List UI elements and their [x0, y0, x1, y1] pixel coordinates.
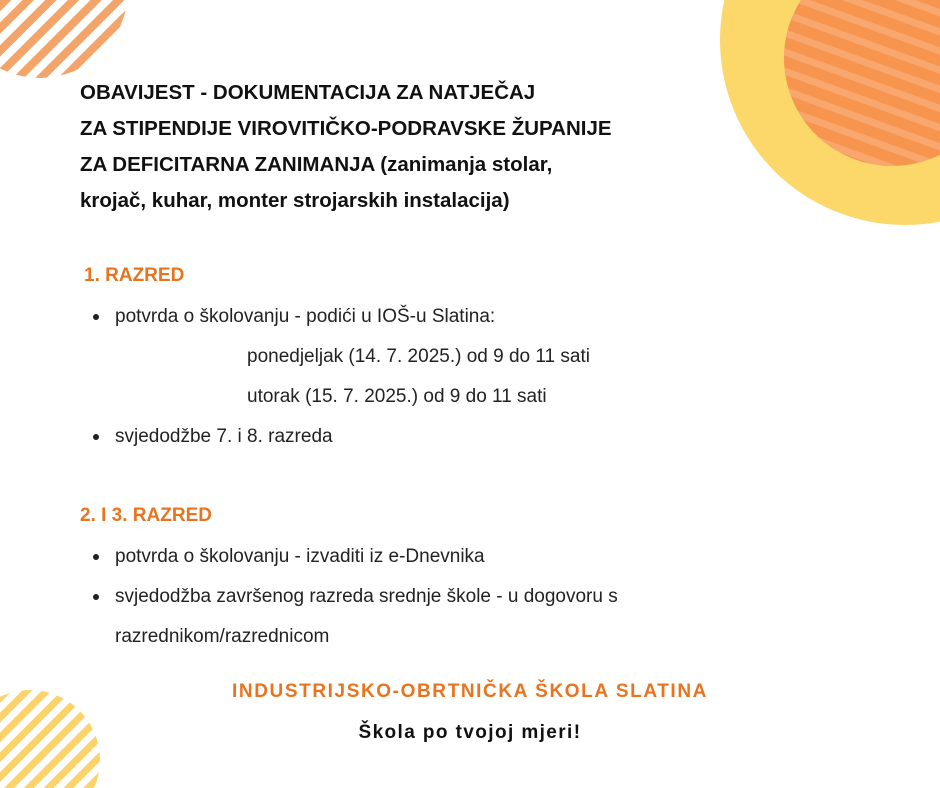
notice-title-line-4: krojač, kuhar, monter strojarskih instalacija) [80, 189, 510, 212]
list-item-text: svjedodžbe 7. i 8. razreda [115, 426, 333, 447]
list-item-text: potvrda o školovanju - podići u IOŠ-u Slatina: [115, 306, 496, 327]
bullet-icon [93, 314, 99, 320]
bullet-icon [93, 554, 99, 560]
notice-title-line-1: OBAVIJEST - DOKUMENTACIJA ZA NATJEČAJ [80, 81, 536, 104]
list-item [115, 537, 485, 577]
schedule-monday: ponedjeljak (14. 7. 2025.) od 9 do 11 sati [247, 346, 590, 367]
notice-title-line-3: ZA DEFICITARNA ZANIMANJA (zanimanja stolar, [80, 153, 553, 176]
bullet-icon [93, 434, 99, 440]
striped-circle-top-left [0, 0, 128, 78]
list-item-continuation: razrednikom/razrednicom [115, 626, 330, 647]
school-name: INDUSTRIJSKO-OBRTNIČKA ŠKOLA SLATINA [232, 681, 708, 702]
sun-top-right [720, 0, 940, 225]
list-item-text: svjedodžba završenog razreda srednje škole - u dogovoru s [115, 586, 618, 607]
list-item [115, 577, 618, 617]
list-item [115, 417, 333, 457]
notice-title [80, 75, 612, 219]
notice-title-line-2: ZA STIPENDIJE VIROVITIČKO-PODRAVSKE ŽUPANIJE [80, 117, 612, 140]
section-heading-grade-2-3: 2. I 3. RAZRED [80, 505, 212, 526]
school-slogan: Škola po tvojoj mjeri! [358, 722, 582, 743]
section-heading-grade-1: 1. RAZRED [84, 265, 185, 286]
bullet-icon [93, 594, 99, 600]
schedule-tuesday: utorak (15. 7. 2025.) od 9 do 11 sati [247, 386, 547, 407]
list-item-text: potvrda o školovanju - izvaditi iz e-Dnevnika [115, 546, 485, 567]
list-item [115, 297, 495, 337]
